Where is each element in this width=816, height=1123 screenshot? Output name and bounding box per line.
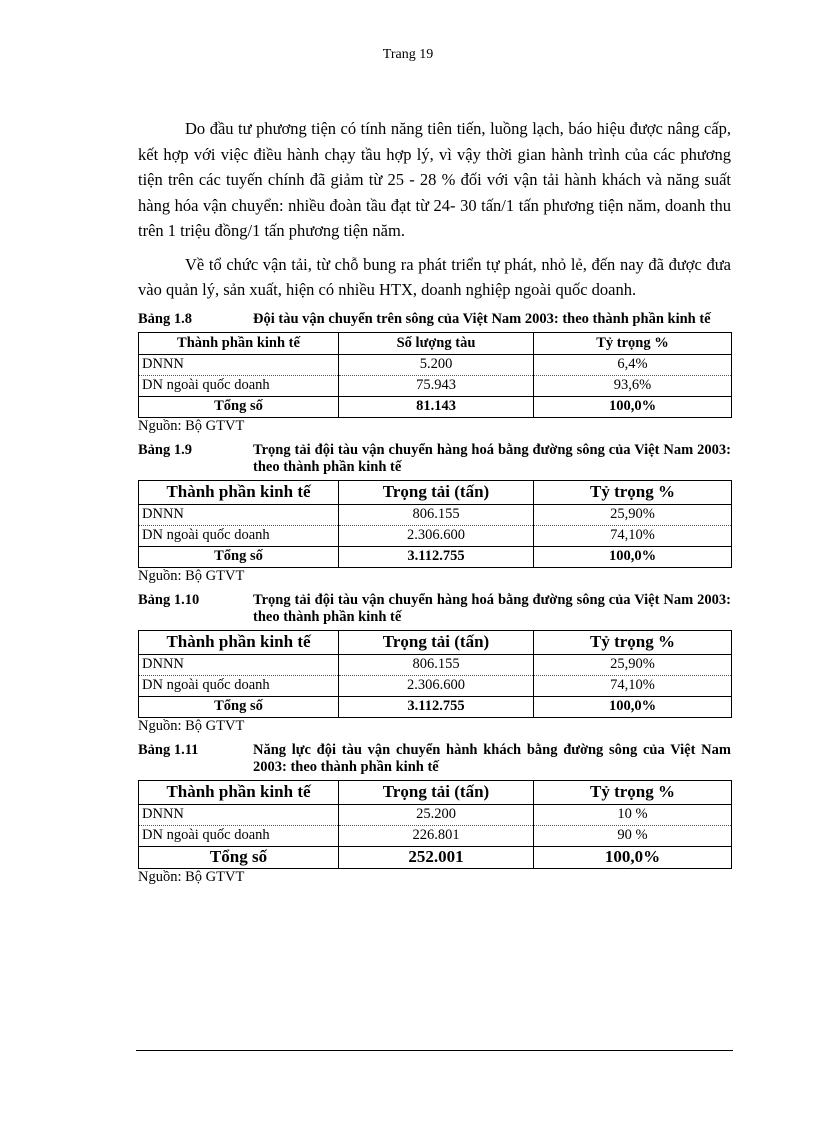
- table-cell: 75.943: [339, 375, 534, 396]
- column-header: Tỷ trọng %: [534, 780, 732, 804]
- data-table: [138, 780, 732, 869]
- table-header-row: [139, 780, 732, 804]
- table-cell: 2.306.600: [339, 675, 534, 696]
- column-header: Tỷ trọng %: [534, 630, 732, 654]
- column-header: Thành phần kinh tế: [139, 332, 339, 354]
- column-header: Trọng tải (tấn): [339, 480, 534, 504]
- table-row: [139, 825, 732, 846]
- column-header: Thành phần kinh tế: [139, 630, 339, 654]
- table-cell: DN ngoài quốc doanh: [139, 675, 339, 696]
- column-header: Trọng tải (tấn): [339, 630, 534, 654]
- table-total-row: [139, 546, 732, 567]
- table-cell: 74,10%: [534, 525, 732, 546]
- table-cell: 226.801: [339, 825, 534, 846]
- page-header: Trang 19: [382, 47, 434, 62]
- table-header-row: [139, 630, 732, 654]
- footer-divider: [136, 1050, 733, 1051]
- table-cell: 2.306.600: [339, 525, 534, 546]
- table-cell: DNNN: [139, 804, 339, 825]
- data-table: [138, 630, 732, 718]
- table-cell: 252.001: [339, 846, 534, 868]
- table-cell: 81.143: [339, 396, 534, 417]
- table-row: [139, 504, 732, 525]
- table-row: [139, 675, 732, 696]
- table-caption: [138, 311, 731, 328]
- table-cell: DNNN: [139, 504, 339, 525]
- column-header: Thành phần kinh tế: [139, 780, 339, 804]
- table-cell: 93,6%: [534, 375, 732, 396]
- table-cell: 74,10%: [534, 675, 732, 696]
- table-source: Nguồn: Bộ GTVT: [138, 868, 245, 885]
- table-row: [139, 804, 732, 825]
- table-cell: 90 %: [534, 825, 732, 846]
- table-cell: 100,0%: [534, 396, 732, 417]
- table-title: Trọng tải đội tàu vận chuyển hàng hoá bằng đường sông của Việt Nam 2003: theo thành phần kinh tế: [253, 441, 731, 475]
- table-cell: 25,90%: [534, 654, 732, 675]
- paragraph: Về tổ chức vận tải, từ chỗ bung ra phát triển tự phát, nhỏ lẻ, đến nay đã được đưa vào quản lý, sản xuất, hiện có nhiều HTX, doanh nghiệp ngoài quốc doanh.: [138, 254, 731, 299]
- table-cell: 10 %: [534, 804, 732, 825]
- table-number: Bảng 1.10: [138, 591, 200, 608]
- paragraph: Do đầu tư phương tiện có tính năng tiên tiến, luồng lạch, báo hiệu được nâng cấp, kết hợp với việc điều hành chạy tầu hợp lý, vì vậy thời gian hành trình của các phương tiện trên các tuyến chính đã giảm từ 25 - 28 % đối với vận tải hành khách và năng suất hàng hóa vận chuyển: nhiều đoàn tầu đạt từ 24- 30 tấn/1 tấn phương tiện năm, doanh thu trên 1 triệu đồng/1 tấn phương tiện năm.: [138, 119, 731, 240]
- column-header: Số lượng tàu: [339, 332, 534, 354]
- column-header: Tỷ trọng %: [534, 480, 732, 504]
- table-number: Bảng 1.9: [138, 441, 192, 458]
- table-cell: 100,0%: [534, 696, 732, 717]
- table-caption: [138, 742, 731, 776]
- table-cell: 25.200: [339, 804, 534, 825]
- table-number: Bảng 1.11: [138, 741, 199, 758]
- table-source: Nguồn: Bộ GTVT: [138, 417, 245, 434]
- table-cell: 806.155: [339, 504, 534, 525]
- table-header-row: [139, 332, 732, 354]
- table-row: [139, 654, 732, 675]
- table-cell: 3.112.755: [339, 546, 534, 567]
- table-cell: Tổng số: [139, 696, 339, 717]
- table-cell: 100,0%: [534, 846, 732, 868]
- column-header: Trọng tải (tấn): [339, 780, 534, 804]
- table-row: [139, 375, 732, 396]
- table-header-row: [139, 480, 732, 504]
- table-cell: DNNN: [139, 654, 339, 675]
- table-cell: 25,90%: [534, 504, 732, 525]
- table-row: [139, 525, 732, 546]
- table-caption: [138, 442, 731, 476]
- table-title: Trọng tải đội tàu vận chuyển hàng hoá bằng đường sông của Việt Nam 2003: theo thành phần kinh tế: [253, 591, 731, 625]
- data-table: [138, 332, 732, 418]
- table-cell: Tổng số: [139, 546, 339, 567]
- table-title: Đội tàu vận chuyển trên sông của Việt Nam 2003: theo thành phần kinh tế: [253, 310, 711, 327]
- table-title: Năng lực đội tàu vận chuyển hành khách bằng đường sông của Việt Nam 2003: theo thành phần kinh tế: [253, 741, 731, 775]
- column-header: Tỷ trọng %: [534, 332, 732, 354]
- table-cell: DNNN: [139, 354, 339, 375]
- table-cell: 3.112.755: [339, 696, 534, 717]
- table-cell: DN ngoài quốc doanh: [139, 825, 339, 846]
- table-cell: Tổng số: [139, 846, 339, 868]
- table-number: Bảng 1.8: [138, 310, 192, 327]
- table-cell: 100,0%: [534, 546, 732, 567]
- table-total-row: [139, 846, 732, 868]
- table-source: Nguồn: Bộ GTVT: [138, 717, 245, 734]
- table-cell: 5.200: [339, 354, 534, 375]
- table-cell: 806.155: [339, 654, 534, 675]
- data-table: [138, 480, 732, 568]
- table-total-row: [139, 396, 732, 417]
- table-total-row: [139, 696, 732, 717]
- table-cell: DN ngoài quốc doanh: [139, 375, 339, 396]
- table-cell: Tổng số: [139, 396, 339, 417]
- column-header: Thành phần kinh tế: [139, 480, 339, 504]
- table-row: [139, 354, 732, 375]
- page-content: [138, 116, 731, 893]
- table-caption: [138, 592, 731, 626]
- table-cell: 6,4%: [534, 354, 732, 375]
- table-cell: DN ngoài quốc doanh: [139, 525, 339, 546]
- table-source: Nguồn: Bộ GTVT: [138, 567, 245, 584]
